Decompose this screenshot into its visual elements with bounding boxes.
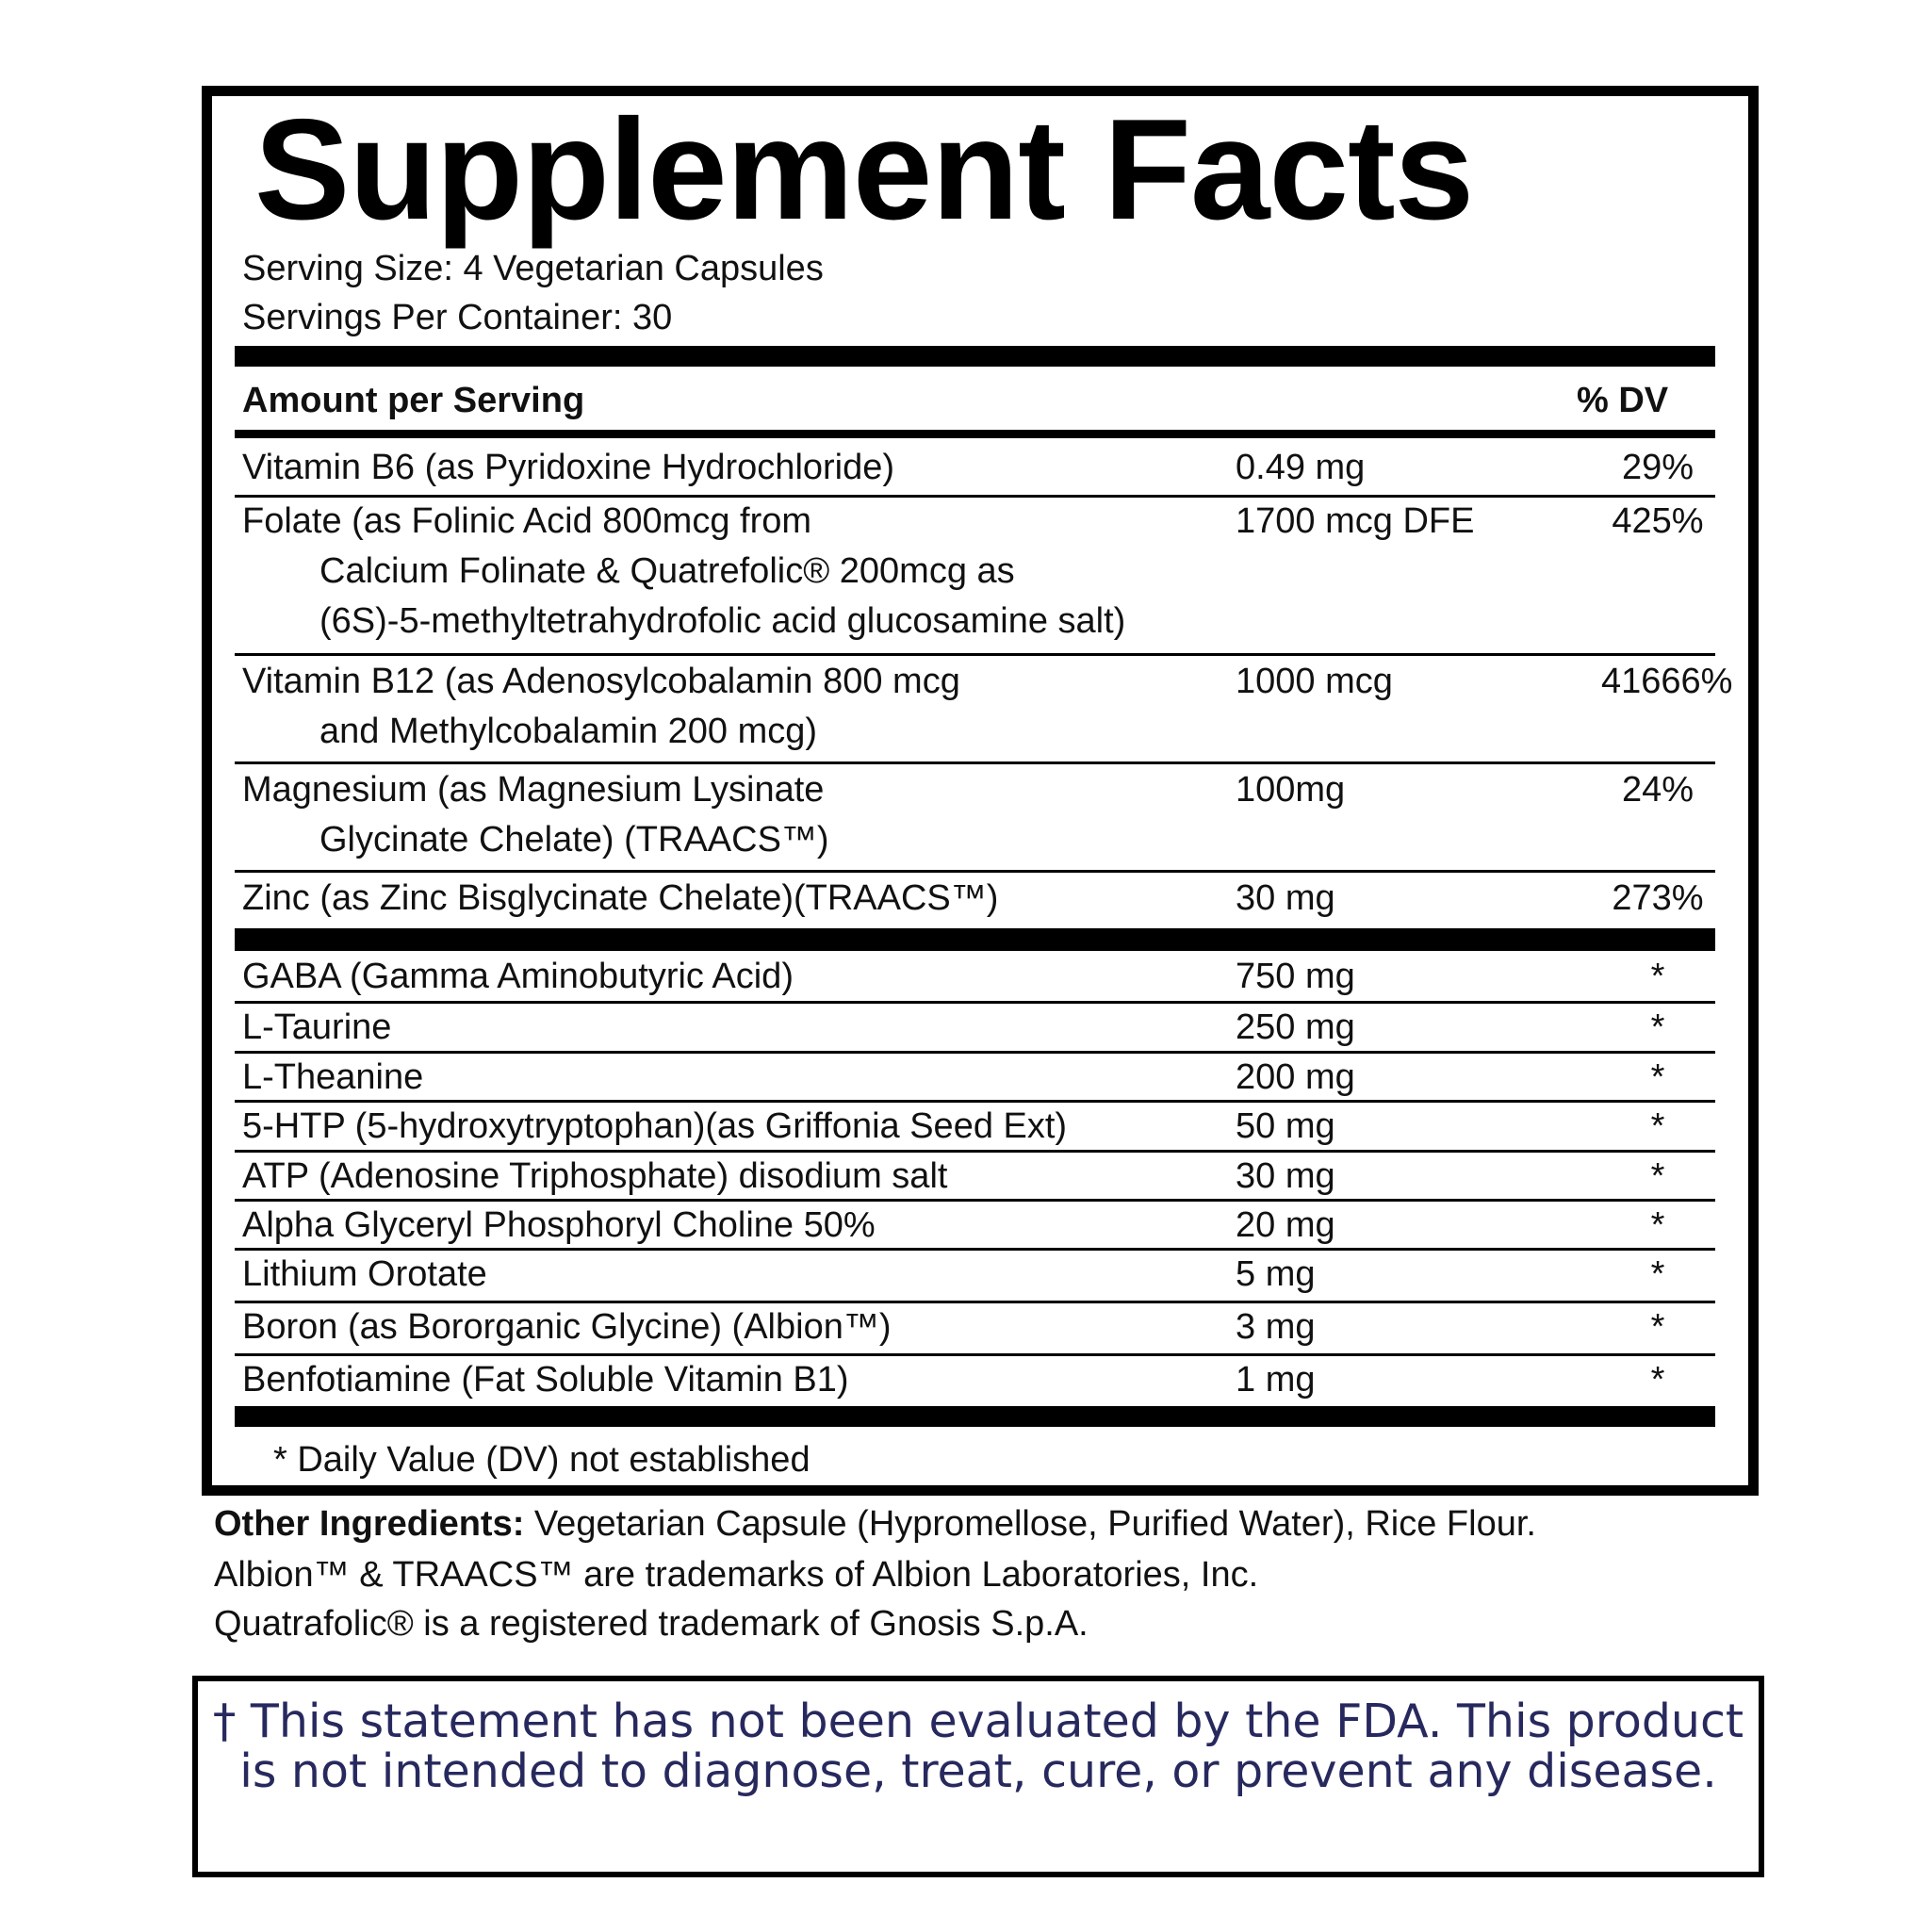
ingredient-daily-value: 425%	[1612, 501, 1704, 541]
ingredient-name	[242, 1003, 391, 1053]
ingredient-name	[242, 952, 794, 1002]
page-title: Supplement Facts	[254, 90, 1474, 250]
ingredient-amount: 5 mg	[1236, 1254, 1316, 1294]
ingredient-name-line: Zinc (as Zinc Bisglycinate Chelate)(TRAACS™)	[242, 878, 999, 918]
row-divider	[235, 653, 1715, 656]
ingredient-name-line: Lithium Orotate	[242, 1254, 487, 1294]
fda-disclaimer-text: † This statement has not been evaluated by the FDA. This product is not intended to diagnose, treat, cure, or prevent any disease.	[212, 1695, 1744, 1798]
ingredient-name-line: and Methylcobalamin 200 mcg)	[319, 712, 818, 751]
quatrefolic-trademark-note: Quatrafolic® is a registered trademark of Gnosis S.p.A.	[214, 1604, 1089, 1644]
ingredient-daily-value: *	[1650, 1254, 1665, 1294]
ingredient-daily-value: *	[1650, 1057, 1665, 1097]
ingredient-name-line: Boron (as Bororganic Glycine) (Albion™)	[242, 1307, 892, 1347]
ingredient-name-line: Alpha Glyceryl Phosphoryl Choline 50%	[242, 1205, 876, 1245]
ingredient-name-line: GABA (Gamma Aminobutyric Acid)	[242, 957, 794, 996]
serving-size: Serving Size: 4 Vegetarian Capsules	[242, 249, 824, 288]
ingredient-daily-value: *	[1650, 1205, 1665, 1245]
ingredient-name-line: L-Theanine	[242, 1057, 424, 1097]
ingredient-amount: 250 mg	[1236, 1007, 1355, 1047]
header-divider	[235, 430, 1715, 438]
ingredient-amount: 30 mg	[1236, 878, 1335, 918]
ingredient-daily-value: 273%	[1612, 878, 1704, 918]
other-ingredients-text: Vegetarian Capsule (Hypromellose, Purified Water), Rice Flour.	[524, 1504, 1536, 1544]
ingredient-amount: 1000 mcg	[1236, 662, 1393, 701]
row-divider	[235, 1051, 1715, 1054]
ingredient-daily-value: 29%	[1621, 448, 1695, 487]
ingredient-daily-value: 41666%	[1601, 662, 1733, 701]
ingredient-name-line: Benfotiamine (Fat Soluble Vitamin B1)	[242, 1360, 849, 1400]
ingredient-amount: 750 mg	[1236, 957, 1355, 996]
daily-value-header: % DV	[1577, 381, 1669, 420]
albion-trademark-note: Albion™ & TRAACS™ are trademarks of Albion Laboratories, Inc.	[214, 1555, 1259, 1595]
ingredient-name	[242, 1355, 849, 1405]
ingredient-name	[242, 1302, 892, 1352]
amount-per-serving-header: Amount per Serving	[242, 381, 585, 420]
other-ingredients-label: Other Ingredients:	[214, 1504, 525, 1544]
ingredient-daily-value: *	[1650, 1007, 1665, 1047]
ingredient-name	[242, 1053, 423, 1103]
other-ingredients	[214, 1506, 1536, 1542]
ingredient-name-line: ATP (Adenosine Triphosphate) disodium salt	[242, 1156, 948, 1196]
ingredient-daily-value: 24%	[1621, 770, 1695, 810]
ingredient-name-line: (6S)-5-methyltetrahydrofolic acid glucosamine salt)	[319, 601, 1126, 641]
ingredient-name	[242, 657, 960, 757]
ingredient-name	[242, 874, 998, 924]
thick-divider	[235, 1406, 1715, 1427]
dv-footnote: * Daily Value (DV) not established	[273, 1440, 810, 1480]
ingredient-amount: 1 mg	[1236, 1360, 1316, 1400]
ingredient-amount: 30 mg	[1236, 1156, 1335, 1196]
ingredient-name-line: Vitamin B6 (as Pyridoxine Hydrochloride)	[242, 448, 895, 487]
ingredient-name	[242, 1102, 1067, 1152]
ingredient-name	[242, 1250, 487, 1300]
ingredient-name	[242, 765, 829, 865]
thick-divider	[235, 928, 1715, 951]
ingredient-name-line: Calcium Folinate & Quatrefolic® 200mcg as	[319, 551, 1015, 591]
ingredient-daily-value: *	[1650, 957, 1665, 996]
ingredient-amount: 0.49 mg	[1236, 448, 1366, 487]
ingredient-amount: 200 mg	[1236, 1057, 1355, 1097]
ingredient-name-line: L-Taurine	[242, 1007, 392, 1047]
thick-divider	[235, 346, 1715, 367]
ingredient-name	[242, 443, 894, 493]
ingredient-name	[242, 1201, 876, 1251]
ingredient-amount: 3 mg	[1236, 1307, 1316, 1347]
ingredient-daily-value: *	[1650, 1360, 1665, 1400]
ingredient-amount: 50 mg	[1236, 1106, 1335, 1146]
servings-per-container: Servings Per Container: 30	[242, 298, 673, 337]
ingredient-name	[242, 497, 1125, 647]
ingredient-daily-value: *	[1650, 1307, 1665, 1347]
ingredient-name-line: Folate (as Folinic Acid 800mcg from	[242, 501, 812, 541]
row-divider	[235, 761, 1715, 764]
ingredient-name	[242, 1152, 947, 1202]
row-divider	[235, 870, 1715, 873]
ingredient-daily-value: *	[1650, 1156, 1665, 1196]
ingredient-name-line: Vitamin B12 (as Adenosylcobalamin 800 mcg	[242, 662, 960, 701]
ingredient-name-line: Magnesium (as Magnesium Lysinate	[242, 770, 825, 810]
ingredient-name-line: Glycinate Chelate) (TRAACS™)	[319, 820, 829, 860]
ingredient-name-line: 5-HTP (5-hydroxytryptophan)(as Griffonia Seed Ext)	[242, 1106, 1068, 1146]
ingredient-amount: 100mg	[1236, 770, 1346, 810]
ingredient-amount: 1700 mcg DFE	[1236, 501, 1475, 541]
ingredient-amount: 20 mg	[1236, 1205, 1335, 1245]
ingredient-daily-value: *	[1650, 1106, 1665, 1146]
